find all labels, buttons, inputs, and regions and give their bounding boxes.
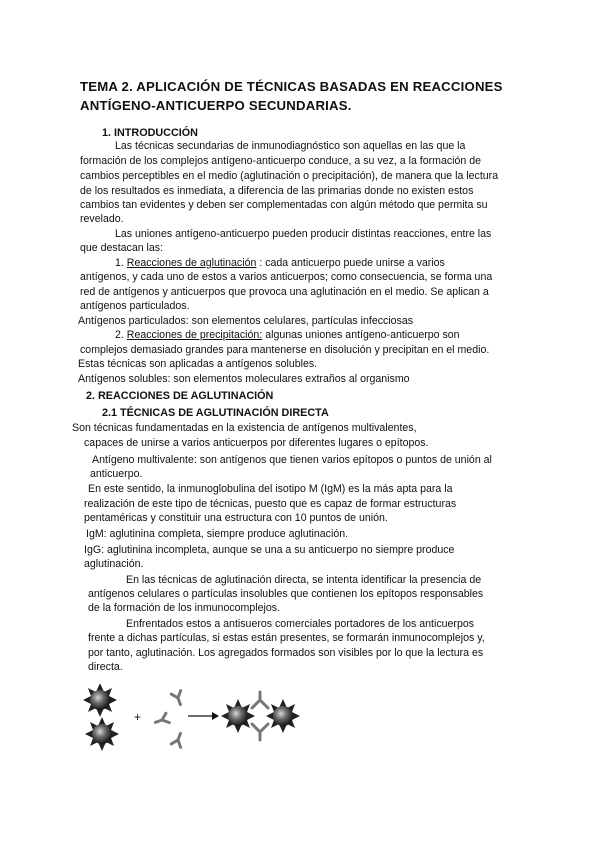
agglutination-figure: [80, 684, 320, 754]
antigen-icon: [85, 717, 119, 751]
paragraph-line: por tanto, aglutinación. Los agregados formados son visibles por lo que la lectura es: [88, 647, 484, 659]
paragraph-line: cambios perceptibles en el medio (aglutinación o precipitación), de manera que la lectura: [80, 170, 499, 182]
paragraph-line: red de antígenos y anticuerpos que provoca una aglutinación en el medio. Se aplican a: [80, 286, 489, 298]
paragraph-line: cambios tan evidentes y deben ser complementadas con algún método que permita su: [80, 199, 488, 211]
list-item-aglutinacion: [115, 256, 445, 271]
paragraph-line: de los resultados es inmediata, a diferencia de las primarias donde no existen estos: [80, 185, 474, 197]
paragraph-line: complejos demasiado grandes para mantenerse en disolución y precipitan en el medio.: [80, 344, 490, 356]
paragraph-line: Antígeno multivalente: son antígenos que tienen varios epítopos o puntos de unión al: [92, 454, 492, 466]
paragraph-line: Las técnicas secundarias de inmunodiagnóstico son aquellas en las que la: [115, 140, 466, 152]
paragraph-line: frente a dichas partículas, si estas están presentes, se formarán inmunocomplejos y,: [88, 632, 485, 644]
paragraph-line: de la formación de los inmunocomplejos.: [88, 602, 280, 614]
list-item-precipitacion: [115, 328, 460, 343]
antigen-icon: [83, 684, 117, 717]
paragraph-line: aglutinación.: [84, 558, 144, 570]
paragraph-line: antígenos particulados.: [80, 300, 190, 312]
term-precipitacion: Reacciones de precipitación:: [126, 329, 263, 341]
paragraph-line: capaces de unirse a varios anticuerpos por diferentes lugares o epítopos.: [84, 437, 429, 449]
antibody-icon: [171, 691, 185, 707]
section-1-heading: 1. INTRODUCCIÓN: [102, 127, 198, 139]
item-text: algunas uniones antígeno-anticuerpo son: [262, 329, 460, 341]
paragraph-line: que destacan las:: [80, 242, 164, 254]
definition-particulados: Antígenos particulados: son elementos celulares, partículas infecciosas: [78, 315, 414, 327]
paragraph-line: Enfrentados estos a antisueros comerciales portadores de los anticuerpos: [126, 618, 475, 630]
igm-definition: IgM: aglutinina completa, siempre produce aglutinación.: [86, 528, 349, 540]
definition-solubles: Antígenos solubles: son elementos moleculares extraños al organismo: [78, 373, 410, 385]
paragraph-line: directa.: [88, 661, 123, 673]
paragraph-line: Estas técnicas son aplicadas a antígenos solubles.: [78, 358, 318, 370]
igg-definition: IgG: aglutinina incompleta, aunque se una a su anticuerpo no siempre produce: [84, 544, 455, 556]
paragraph-line: revelado.: [80, 213, 124, 225]
paragraph-line: Son técnicas fundamentadas en la existencia de antígenos multivalentes,: [72, 422, 417, 434]
paragraph-line: Las uniones antígeno-anticuerpo pueden producir distintas reacciones, entre las: [115, 228, 492, 240]
antibody-icon: [171, 732, 185, 748]
plus-sign: +: [134, 710, 142, 724]
paragraph-line: pentaméricas y constituir una estructura con 10 puntos de unión.: [84, 512, 388, 524]
item-number: 1.: [115, 257, 124, 269]
antigen-icon: [221, 699, 255, 733]
paragraph-line: En las técnicas de aglutinación directa, se intenta identificar la presencia de: [126, 574, 482, 586]
paragraph-line: realización de este tipo de técnicas, puesto que es capaz de formar estructuras: [84, 498, 457, 510]
arrow-right-icon: [188, 712, 219, 720]
paragraph-line: formación de los complejos antígeno-anticuerpo conduce, a su vez, a la formación de: [80, 155, 482, 167]
immunocomplex: [221, 692, 300, 740]
paragraph-line: En este sentido, la inmunoglobulina del isotipo M (IgM) es la más apta para la: [88, 483, 453, 495]
paragraph-line: anticuerpo.: [90, 468, 143, 480]
title-line-1: TEMA 2. APLICACIÓN DE TÉCNICAS BASADAS EN REACCIONES: [80, 79, 503, 94]
antigen-icon: [266, 699, 300, 733]
paragraph-line: antígenos, y cada uno de estos a varios anticuerpos; como consecuencia, se forma una: [80, 271, 493, 283]
section-2-heading: 2. REACCIONES DE AGLUTINACIÓN: [86, 390, 274, 402]
section-2-1-heading: 2.1 TÉCNICAS DE AGLUTINACIÓN DIRECTA: [102, 407, 329, 419]
item-text: : cada anticuerpo puede unirse a varios: [256, 257, 445, 269]
antibody-icon: [154, 713, 170, 727]
paragraph-line: antígenos celulares o partículas insolubles que contienen los epítopos responsables: [88, 588, 484, 600]
title-line-2: ANTÍGENO-ANTICUERPO SECUNDARIAS.: [80, 98, 352, 113]
term-aglutinacion: Reacciones de aglutinación: [126, 257, 257, 269]
item-number: 2.: [115, 329, 124, 341]
